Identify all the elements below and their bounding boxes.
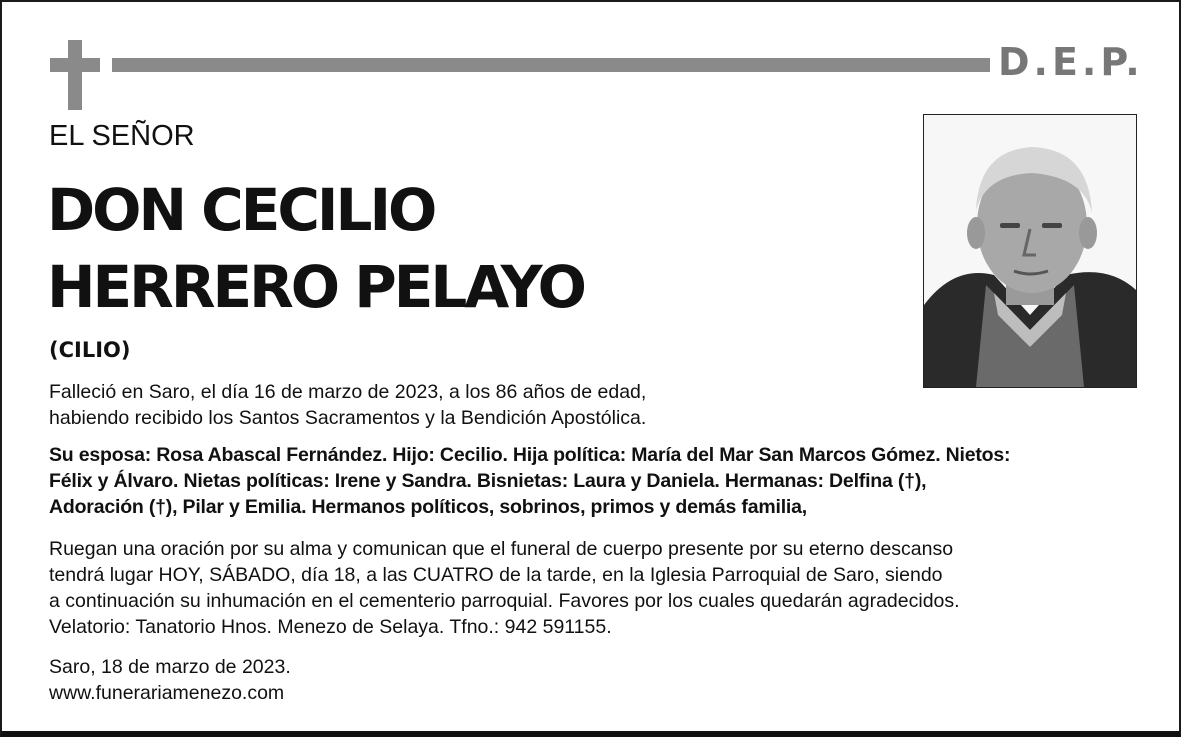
footer <box>49 654 1139 706</box>
nickname: (CILIO) <box>49 338 131 362</box>
death-line: Falleció en Saro, el día 16 de marzo de 2023, a los 86 años de edad, <box>49 381 647 403</box>
cross-icon <box>50 40 100 110</box>
family-list <box>49 442 1139 520</box>
deceased-name <box>47 172 584 326</box>
portrait-photo <box>923 114 1137 388</box>
funeral-line: tendrá lugar HOY, SÁBADO, día 18, a las CUATRO de la tarde, en la Iglesia Parroquial de Saro, siendo <box>49 564 943 586</box>
funeral-line: Ruegan una oración por su alma y comunican que el funeral de cuerpo presente por su eterno descanso <box>49 538 954 560</box>
dep-label: D.E.P. <box>998 40 1144 84</box>
place-date: Saro, 18 de marzo de 2023. <box>49 656 291 678</box>
website: www.funerariamenezo.com <box>49 682 285 704</box>
family-line: Adoración (†), Pilar y Emilia. Hermanos políticos, sobrinos, primos y demás familia, <box>49 496 808 518</box>
family-line: Félix y Álvaro. Nietas políticas: Irene y Sandra. Bisnietas: Laura y Daniela. Hermanas: Delfina (†), <box>49 470 927 492</box>
name-line-2: HERRERO PELAYO <box>47 253 584 321</box>
family-line: Su esposa: Rosa Abascal Fernández. Hijo: Cecilio. Hija política: María del Mar San Marcos Gómez. Nietos: <box>49 444 1011 466</box>
honorific: EL SEÑOR <box>49 120 195 152</box>
death-notice <box>49 379 1139 431</box>
funeral-details <box>49 536 1139 640</box>
death-line: habiendo recibido los Santos Sacramentos y la Bendición Apostólica. <box>49 407 647 429</box>
funeral-line: a continuación su inhumación en el cementerio parroquial. Favores por los cuales quedarán agradecidos. <box>49 590 960 612</box>
name-line-1: DON CECILIO <box>47 176 435 244</box>
header-rule <box>112 58 990 72</box>
wake-line: Velatorio: Tanatorio Hnos. Menezo de Selaya. Tfno.: 942 591155. <box>49 616 612 638</box>
